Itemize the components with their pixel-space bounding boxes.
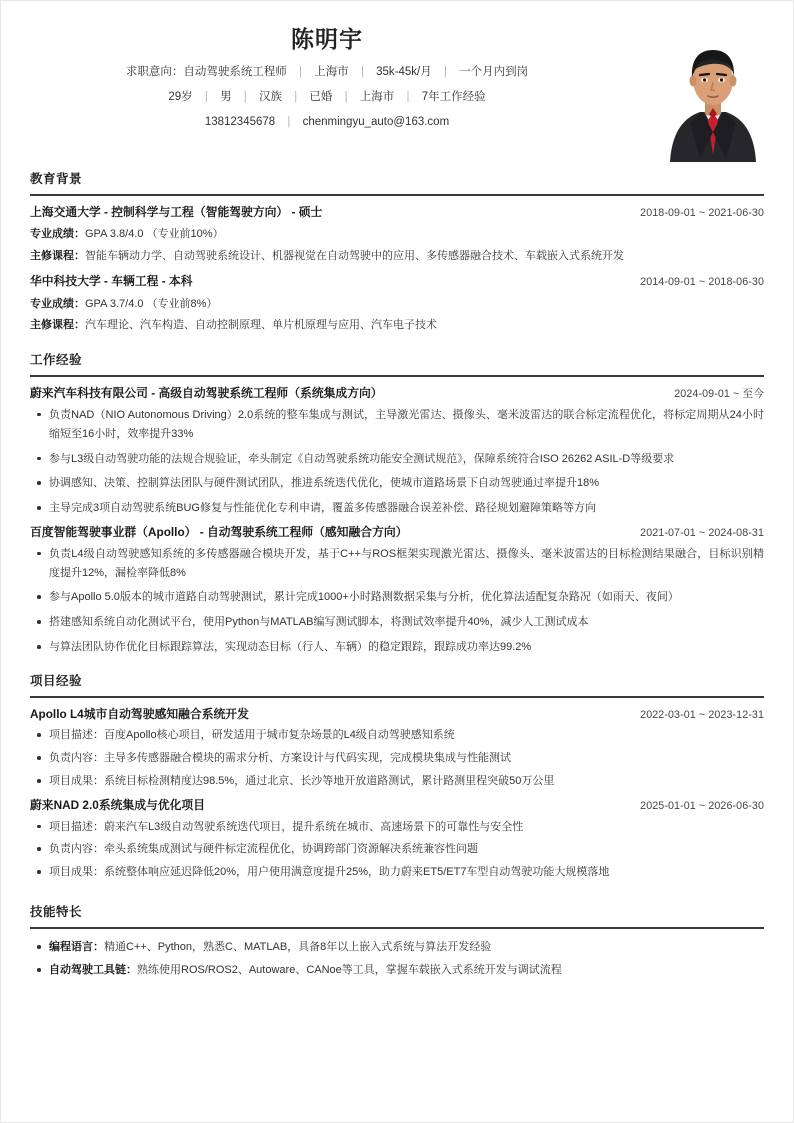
entry-detail-row [30,315,764,336]
entry-date: 2024-09-01 ~ 至今 [674,388,764,401]
education-entry [30,274,764,336]
meta-separator: | [443,66,447,79]
page-title: 陈明宇 [291,26,363,52]
meta-item: 一个月内到岗 [459,66,529,79]
meta-item: 35k-45k/月 [376,66,432,79]
meta-line-objective [30,66,624,80]
meta-item: 已婚 [309,91,333,104]
entry-title: 上海交通大学 - 控制科学与工程（智能驾驶方向） - 硕士 [30,205,323,219]
section-title-education: 教育背景 [30,172,83,186]
detail-value: 汽车理论、汽车构造、自动控制原理、单片机原理与应用、汽车电子技术 [85,318,437,331]
skill-value: 熟练使用ROS/ROS2、Autoware、CANoe等工具，掌握车载嵌入式系统开发与调试流程 [137,964,562,977]
list-item: 负责内容：主导多传感器融合模块的需求分析、方案设计与代码实现，完成模块集成与性能测试 [30,749,764,768]
meta-item: 汉族 [258,91,282,104]
entry-header [30,205,764,220]
list-item: 主导完成3项自动驾驶系统BUG修复与性能优化专利申请，覆盖多传感器融合误差补偿、路径规划避障策略等方向 [30,499,764,518]
detail-label: 主修课程： [30,249,85,262]
work-entry [30,386,764,518]
list-item: 搭建感知系统自动化测试平台，使用Python与MATLAB编写测试脚本，将测试效率提升40%，减少人工测试成本 [30,613,764,632]
section-divider [30,194,764,196]
avatar [664,37,762,162]
meta-item: 29岁 [168,91,193,104]
entry-header [30,707,764,722]
list-item [30,961,764,980]
detail-label: 主修课程： [30,318,85,331]
project-entry [30,798,764,882]
entry-date: 2022-03-01 ~ 2023-12-31 [640,709,764,722]
bullet-list [30,818,764,883]
entry-title: 百度智能驾驶事业群（Apollo） - 自动驾驶系统工程师（感知融合方向） [30,525,408,540]
meta-item: 上海市 [359,91,395,104]
entry-detail-row [30,224,764,245]
section-skills [30,902,764,980]
list-item: 参与Apollo 5.0版本的城市道路自动驾驶测试，累计完成1000+小时路测数据采集与分析，优化算法适配复杂路况（如雨天、夜间） [30,588,764,607]
section-divider [30,927,764,929]
bullet-list [30,545,764,658]
skills-list [30,938,764,980]
detail-label: 专业成绩： [30,228,85,241]
section-title-skills: 技能特长 [30,905,83,920]
entry-title: 蔚来汽车科技有限公司 - 高级自动驾驶系统工程师（系统集成方向） [30,386,383,401]
list-item: 负责L4级自动驾驶感知系统的多传感器融合模块开发，基于C++与ROS框架实现激光雷达、摄像头、毫米波雷达的目标检测结果融合，目标识别精度提升12%，漏检率降低8% [30,545,764,583]
skill-label: 编程语言： [49,941,104,954]
section-project-experience [30,671,764,882]
list-item: 参与L3级自动驾驶功能的法规合规验证，牵头制定《自动驾驶系统功能安全测试规范》，保障系统符合ISO 26262 ASIL-D等级要求 [30,450,764,469]
entry-date: 2025-01-01 ~ 2026-06-30 [640,800,764,813]
meta-separator: | [287,115,291,128]
list-item: 项目成果：系统目标检测精度达98.5%，通过北京、长沙等地开放道路测试，累计路测里程突破50万公里 [30,772,764,791]
section-title-work: 工作经验 [30,353,83,368]
bullet-list [30,406,764,519]
list-item: 项目成果：系统整体响应延迟降低20%，用户使用满意度提升25%，助力蔚来ET5/ET7车型自动驾驶功能大规模落地 [30,863,764,882]
detail-label: 专业成绩： [30,297,85,310]
entry-detail-row [30,246,764,267]
list-item: 项目描述：百度Apollo核心项目，研发适用于城市复杂场景的L4级自动驾驶感知系统 [30,726,764,745]
meta-separator: | [204,91,208,104]
header-text-block [30,27,764,130]
list-item: 项目描述：蔚来汽车L3级自动驾驶系统迭代项目，提升系统在城市、高速场景下的可靠性与安全性 [30,818,764,837]
work-entry [30,525,764,657]
list-item: 负责NAD（NIO Autonomous Driving）2.0系统的整车集成与测试，主导激光雷达、摄像头、毫米波雷达的联合标定流程优化，将标定周期从24小时缩短至16小时，效率提升33% [30,406,764,444]
bullet-list [30,726,764,791]
detail-value: GPA 3.8/4.0 （专业前10%） [85,228,224,241]
list-item: 与算法团队协作优化目标跟踪算法，实现动态目标（行人、车辆）的稳定跟踪，跟踪成功率达99.2% [30,638,764,657]
entry-header [30,798,764,813]
list-item [30,938,764,957]
meta-line-contact [30,116,624,130]
meta-separator: | [294,91,298,104]
meta-separator: | [406,91,410,104]
meta-item: 求职意向：自动驾驶系统工程师 [125,66,287,79]
skill-value: 精通C++、Python，熟悉C、MATLAB，具备8年以上嵌入式系统与算法开发经验 [104,941,492,954]
entry-header [30,274,764,289]
project-entry [30,707,764,791]
entry-title: 华中科技大学 - 车辆工程 - 本科 [30,274,193,289]
entry-detail-row [30,294,764,315]
section-work-experience [30,350,764,657]
section-title-project: 项目经验 [30,674,83,689]
education-entry [30,205,764,267]
entry-title: 蔚来NAD 2.0系统集成与优化项目 [30,798,206,813]
section-divider [30,696,764,698]
entry-date: 2018-09-01 ~ 2021-06-30 [640,207,764,219]
entry-date: 2021-07-01 ~ 2024-08-31 [640,527,764,540]
meta-separator: | [299,66,303,79]
detail-value: 智能车辆动力学、自动驾驶系统设计、机器视觉在自动驾驶中的应用、多传感器融合技术、车载嵌入式系统开发 [85,249,624,262]
entry-header [30,525,764,540]
resume-header [30,27,764,155]
meta-separator: | [344,91,348,104]
detail-value: GPA 3.7/4.0 （专业前8%） [85,297,218,310]
meta-separator: | [360,66,364,79]
meta-item: 男 [220,91,232,104]
skill-label: 自动驾驶工具链： [49,964,137,977]
meta-item: 上海市 [314,66,349,79]
entry-header [30,386,764,401]
section-education [30,169,764,336]
meta-separator: | [243,91,247,104]
entry-date: 2014-09-01 ~ 2018-06-30 [640,276,764,289]
portrait-illustration-icon [664,37,762,162]
entry-title: Apollo L4城市自动驾驶感知融合系统开发 [30,707,249,722]
list-item: 负责内容：牵头系统集成测试与硬件标定流程优化，协调跨部门资源解决系统兼容性问题 [30,840,764,859]
email-address: chenmingyu_auto@163.com [302,115,450,128]
meta-line-personal [30,91,624,105]
phone-number: 13812345678 [204,115,276,128]
meta-item: 7年工作经验 [421,91,486,104]
list-item: 协调感知、决策、控制算法团队与硬件测试团队，推进系统迭代优化，使城市道路场景下自动驾驶通过率提升18% [30,474,764,493]
section-divider [30,375,764,377]
